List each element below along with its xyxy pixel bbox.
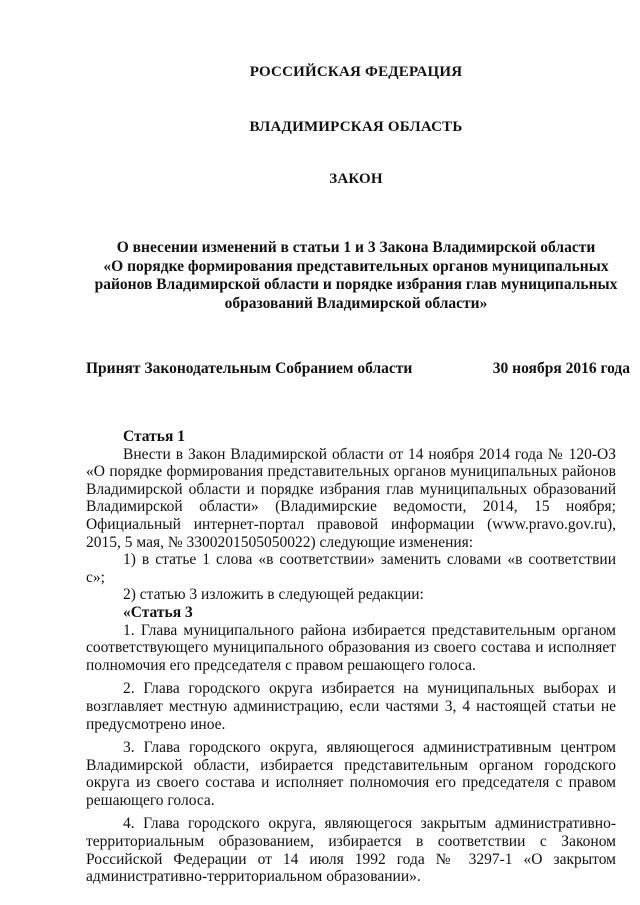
accepted-date: 30 ноября 2016 года [492,360,630,377]
law-title [86,239,626,313]
article-1-intro: Внести в Закон Владимирской области от 14 ноября 2014 года № 120-ОЗ «О порядке формирования представительных органов муниципальных районов Владимирской области и порядке избрания глав муниципальных образований Владимирской области» (Владимирские ведомости, 2014, 15 ноября; Официальный интернет-портал правовой информации (www.pravo.gov.ru), 2015, 5 мая, № 3300201505050022) следующие изменения: [86,445,616,551]
article-1-heading: Статья 1 [123,428,185,445]
law-body [86,428,616,886]
region-heading: ВЛАДИМИРСКАЯ ОБЛАСТЬ [249,119,463,135]
article-1-item-1: 1) в статье 1 слова «в соответствии» заменить словами «в соответствии с»; [86,551,616,586]
doc-type-heading: ЗАКОН [329,171,383,187]
article-3-part-3: 3. Глава городского округа, являющегося административным центром Владимирской области, избирается представительным органом городского округа из своего состава и исполняет полномочия его председателя с правом решающего голоса. [86,739,616,809]
accepted-by: Принят Законодательным Собранием области [86,360,413,377]
article-3-heading: «Статья 3 [123,603,193,621]
article-3-part-2: 2. Глава городского округа избирается на муниципальных выборах и возглавляет местную администрацию, если частями 3, 4 настоящей статьи не предусмотрено иное. [86,680,616,733]
title-line: «О порядке формирования представительных органов муниципальных [103,257,609,275]
title-line: О внесении изменений в статьи 1 и 3 Закона Владимирской области [116,239,596,256]
title-line: районов Владимирской области и порядке избрания глав муниципальных [94,276,618,293]
title-line: образований Владимирской области» [224,294,488,312]
article-1-item-2: 2) статью 3 изложить в следующей редакции: [123,586,424,604]
article-3-part-4: 4. Глава городского округа, являющегося закрытым административно-территориальным образованием, избирается в соответствии с Законом Российской Федерации от 14 июля 1992 года № 3297-1 «О закрытом административно-территориальном образовании». [86,815,616,886]
article-3-part-1: 1. Глава муниципального района избирается представительным органом соответствующего муниципального образования из своего состава и исполняет полномочия его председателя с правом решающего голоса. [86,621,616,674]
country-heading: РОССИЙСКАЯ ФЕДЕРАЦИЯ [249,64,463,80]
